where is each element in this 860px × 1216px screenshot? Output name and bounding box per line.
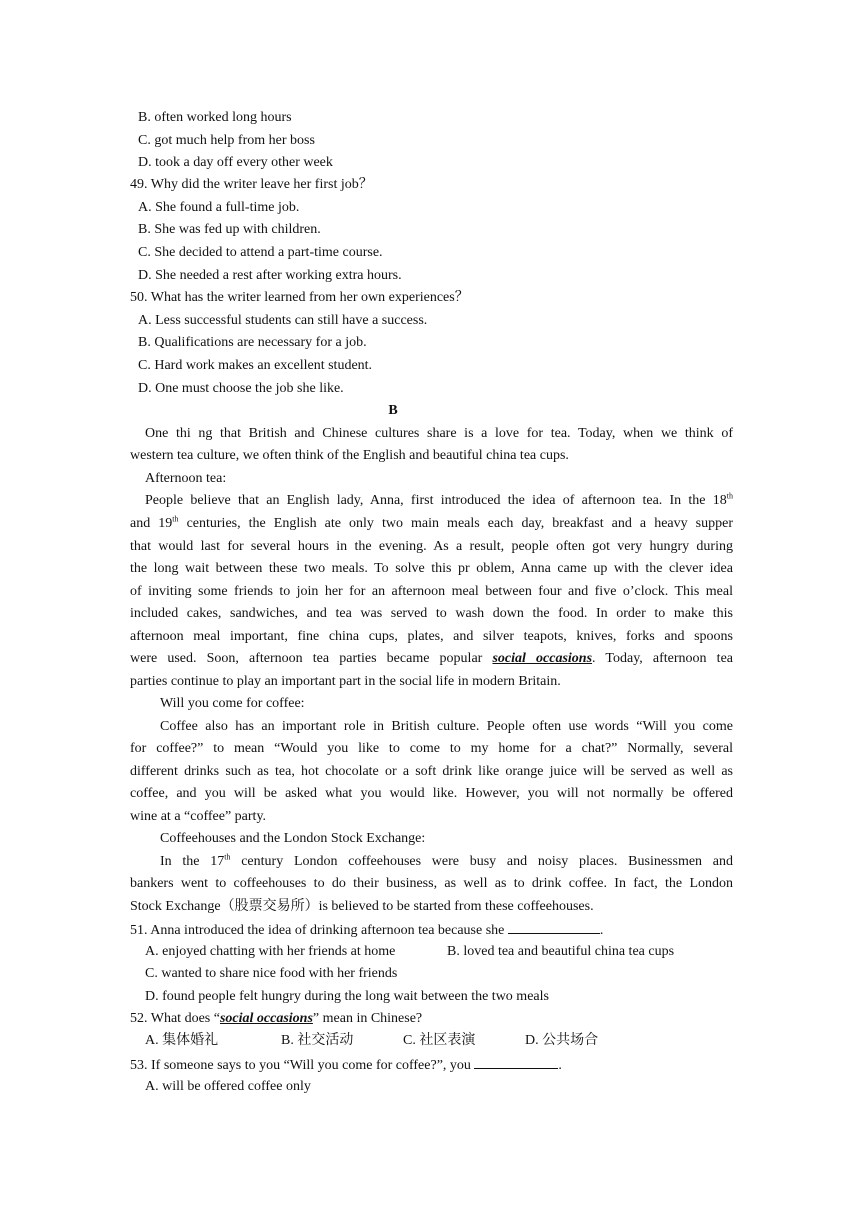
q48-option-c: C. got much help from her boss xyxy=(138,133,315,148)
q48-option-b: B. often worked long hours xyxy=(138,110,292,125)
p2-line-2: for coffee?” to mean “Would you like to come to my home for a chat?” Normally, several xyxy=(130,741,733,756)
q48-option-d: D. took a day off every other week xyxy=(138,155,333,170)
p3-line-2: bankers went to coffeehouses to do their business, as well as to drink coffee. In fact, the London xyxy=(130,876,733,891)
q52-stem: 52. What does “social occasions” mean in Chinese? xyxy=(130,1011,423,1026)
q52-option-b: B. 社交活动 xyxy=(281,1033,354,1048)
q51-option-d: D. found people felt hungry during the long wait between the two meals xyxy=(145,989,549,1004)
answer-blank xyxy=(508,919,600,934)
q49-option-c: C. She decided to attend a part-time course. xyxy=(138,245,383,260)
q52-option-d: D. 公共场合 xyxy=(525,1033,599,1048)
p1-line-7: afternoon meal important, fine china cups, plates, and silver teapots, knives, forks and spoons xyxy=(130,629,733,644)
q51-options-row-1 xyxy=(145,942,748,962)
q51-option-b: B. loved tea and beautiful china tea cups xyxy=(447,944,675,959)
q49-stem: 49. Why did the writer leave her first job？ xyxy=(130,177,373,192)
q53-stem: 53. If someone says to you “Will you come for coffee?”, you . xyxy=(130,1054,733,1076)
p3-line-1: In the 17th century London coffeehouses were busy and noisy places. Businessmen and xyxy=(160,852,734,869)
q49-option-a: A. She found a full-time job. xyxy=(138,200,300,215)
p3-line-3: Stock Exchange（股票交易所）is believed to be started from these coffeehouses. xyxy=(130,899,594,914)
q50-option-b: B. Qualifications are necessary for a job. xyxy=(138,335,367,350)
q50-stem: 50. What has the writer learned from her own experiences？ xyxy=(130,290,469,305)
q50-option-a: A. Less successful students can still have a success. xyxy=(138,313,428,328)
p1-line-8: were used. Soon, afternoon tea parties became popular social occasions. Today, afternoon tea xyxy=(130,651,733,666)
answer-blank xyxy=(474,1054,558,1069)
exchange-heading: Coffeehouses and the London Stock Exchange: xyxy=(160,831,426,846)
p1-line-3: that would last for several hours in the evening. As a result, people often got very hungry during xyxy=(130,539,733,554)
section-b-heading: B xyxy=(388,403,398,418)
q52-option-a: A. 集体婚礼 xyxy=(145,1033,219,1048)
p2-line-4: coffee, and you will be asked what you would like. However, you will not normally be offered xyxy=(130,786,733,801)
q51-stem: 51. Anna introduced the idea of drinking afternoon tea because she . xyxy=(130,919,733,941)
intro-line-1: One thi ng that British and Chinese cultures share is a love for tea. Today, when we think of xyxy=(145,426,733,441)
p1-line-4: the long wait between these two meals. To solve this pr oblem, Anna came up with the clever idea xyxy=(130,561,733,576)
q49-option-d: D. She needed a rest after working extra hours. xyxy=(138,268,402,283)
afternoon-tea-heading: Afternoon tea: xyxy=(145,471,227,486)
intro-line-2: western tea culture, we often think of the English and beautiful china tea cups. xyxy=(130,448,569,463)
q52-option-c: C. 社区表演 xyxy=(403,1033,476,1048)
p1-line-9: parties continue to play an important part in the social life in modern Britain. xyxy=(130,674,561,689)
q50-option-d: D. One must choose the job she like. xyxy=(138,381,344,396)
q51-option-a: A. enjoyed chatting with her friends at home xyxy=(145,944,396,959)
q49-option-b: B. She was fed up with children. xyxy=(138,222,321,237)
p2-line-1: Coffee also has an important role in British culture. People often use words “Will you come xyxy=(160,719,733,734)
p1-line-1: People believe that an English lady, Anna, first introduced the idea of afternoon tea. In the 18th xyxy=(145,491,733,508)
q50-option-c: C. Hard work makes an excellent student. xyxy=(138,358,373,373)
q52-options-row xyxy=(145,1031,748,1051)
p2-line-5: wine at a “coffee” party. xyxy=(130,809,267,824)
social-occasions-term: social occasions xyxy=(219,1011,313,1026)
q51-option-c: C. wanted to share nice food with her friends xyxy=(145,966,398,981)
p2-line-3: different drinks such as tea, hot chocolate or a soft drink like orange juice will be served as well as xyxy=(130,764,733,779)
coffee-heading: Will you come for coffee: xyxy=(160,696,305,711)
p1-line-6: included cakes, sandwiches, and tea was served to wash down the food. In order to make this xyxy=(130,606,733,621)
q53-option-a: A. will be offered coffee only xyxy=(145,1079,311,1094)
p1-line-5: of inviting some friends to join her for an afternoon meal between four and five o’clock. This meal xyxy=(130,584,733,599)
social-occasions-term: social occasions xyxy=(492,651,593,666)
p1-line-2: and 19th centuries, the English ate only two main meals each day, breakfast and a heavy supper xyxy=(130,514,734,531)
